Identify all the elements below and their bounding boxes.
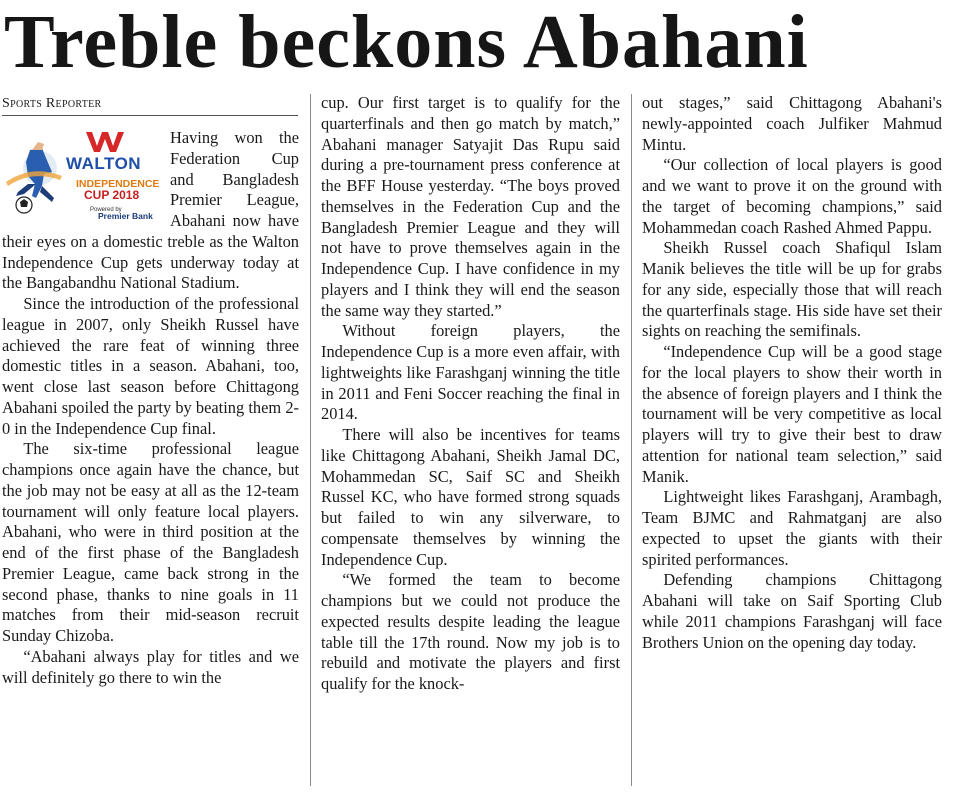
paragraph: Sheikh Russel coach Shafiqul Islam Manik believes the title will be up for grabs for any side, especially those that will reach the quarterfinals stage. His side have set their sights on reaching the semifinals.: [642, 238, 942, 341]
paragraph: “Our collection of local players is good and we want to prove it on the ground with the target of becoming champions,” said Mohammedan coach Rashed Ahmed Pappu.: [642, 155, 942, 237]
paragraph: Defending champions Chittagong Abahani will take on Saif Sporting Club while 2011 champions Farashganj will face Brothers Union on the opening day today.: [642, 570, 942, 652]
article-column-3: [642, 93, 942, 789]
tournament-logo: [2, 128, 162, 220]
article-column-1: [2, 128, 299, 788]
column-divider: [310, 94, 311, 786]
byline: Sports Reporter: [2, 95, 298, 116]
column-divider: [631, 94, 632, 786]
paragraph: Lightweight likes Farashganj, Arambagh, Team BJMC and Rahmatganj are also expected to upset the giants with their spirited performances.: [642, 487, 942, 569]
paragraph: Without foreign players, the Independence Cup is a more even affair, with lightweights like Farashganj winning the title in 2011 and Feni Soccer reaching the final in 2014.: [321, 321, 620, 424]
logo-powered-by: Powered by: [90, 207, 122, 213]
logo-brand-text: WALTON: [66, 154, 142, 173]
logo-sponsor: Premier Bank: [98, 211, 153, 221]
paragraph: Having won the Federation Cup and Bangladesh Premier League, Abahani now have their eyes on a domestic treble as the Walton Independence Cup gets underway today at the Bangabandhu National Stadium.: [2, 128, 299, 293]
article-column-2: [321, 93, 620, 789]
paragraph: There will also be incentives for teams like Chittagong Abahani, Sheikh Jamal DC, Mohammedan SC, Saif SC and Sheikh Russel KC, who have formed strong squads but failed to win any silverware, to compensate themselves by winning the Independence Cup.: [321, 425, 620, 569]
paragraph: cup. Our first target is to qualify for the quarterfinals and then go match by match,” Abahani manager Satyajit Das Rupu said during a pre-tournament press conference at the BFF House yesterday. “The boys proved themselves in the Federation Cup and the Bangladesh Premier League and they will not have to prove themselves again in the Independence Cup. I have confidence in my players and I think they will end the season the same way they started.”: [321, 93, 620, 320]
paragraph: The six-time professional league champions once again have the chance, but the job may not be easy at all as the 12-team tournament will only feature local players. Abahani, who were in third position at the end of the first phase of the Bangladesh Premier League, came back strong in the second phase, thanks to nine goals in 11 matches from their mid-season recruit Sunday Chizoba.: [2, 439, 299, 645]
paragraph: “We formed the team to become champions but we could not produce the expected results despite leading the league table till the 17th round. Now my job is to rebuild and motivate the players and first qualify for the knock-: [321, 570, 620, 693]
paragraph: out stages,” said Chittagong Abahani's newly-appointed coach Julfiker Mahmud Mintu.: [642, 93, 942, 154]
headline: Treble beckons Abahani: [4, 0, 809, 84]
paragraph: Since the introduction of the professional league in 2007, only Sheikh Russel have achieved the rare feat of winning three domestic titles in a season. Abahani, too, went close last season before Chittagong Abahani spoiled the party by beating them 2-0 in the Independence Cup final.: [2, 294, 299, 438]
paragraph: “Abahani always play for titles and we will definitely go there to win the: [2, 646, 299, 687]
paragraph: “Independence Cup will be a good stage for the local players to show their worth in the absence of foreign players and I think the tournament will be very competitive as local players will try to give their best to draw attention for national team selection,” said Manik.: [642, 342, 942, 486]
logo-cup-line: CUP 2018: [84, 188, 140, 202]
logo-title-line: INDEPENDENCE: [76, 178, 160, 190]
